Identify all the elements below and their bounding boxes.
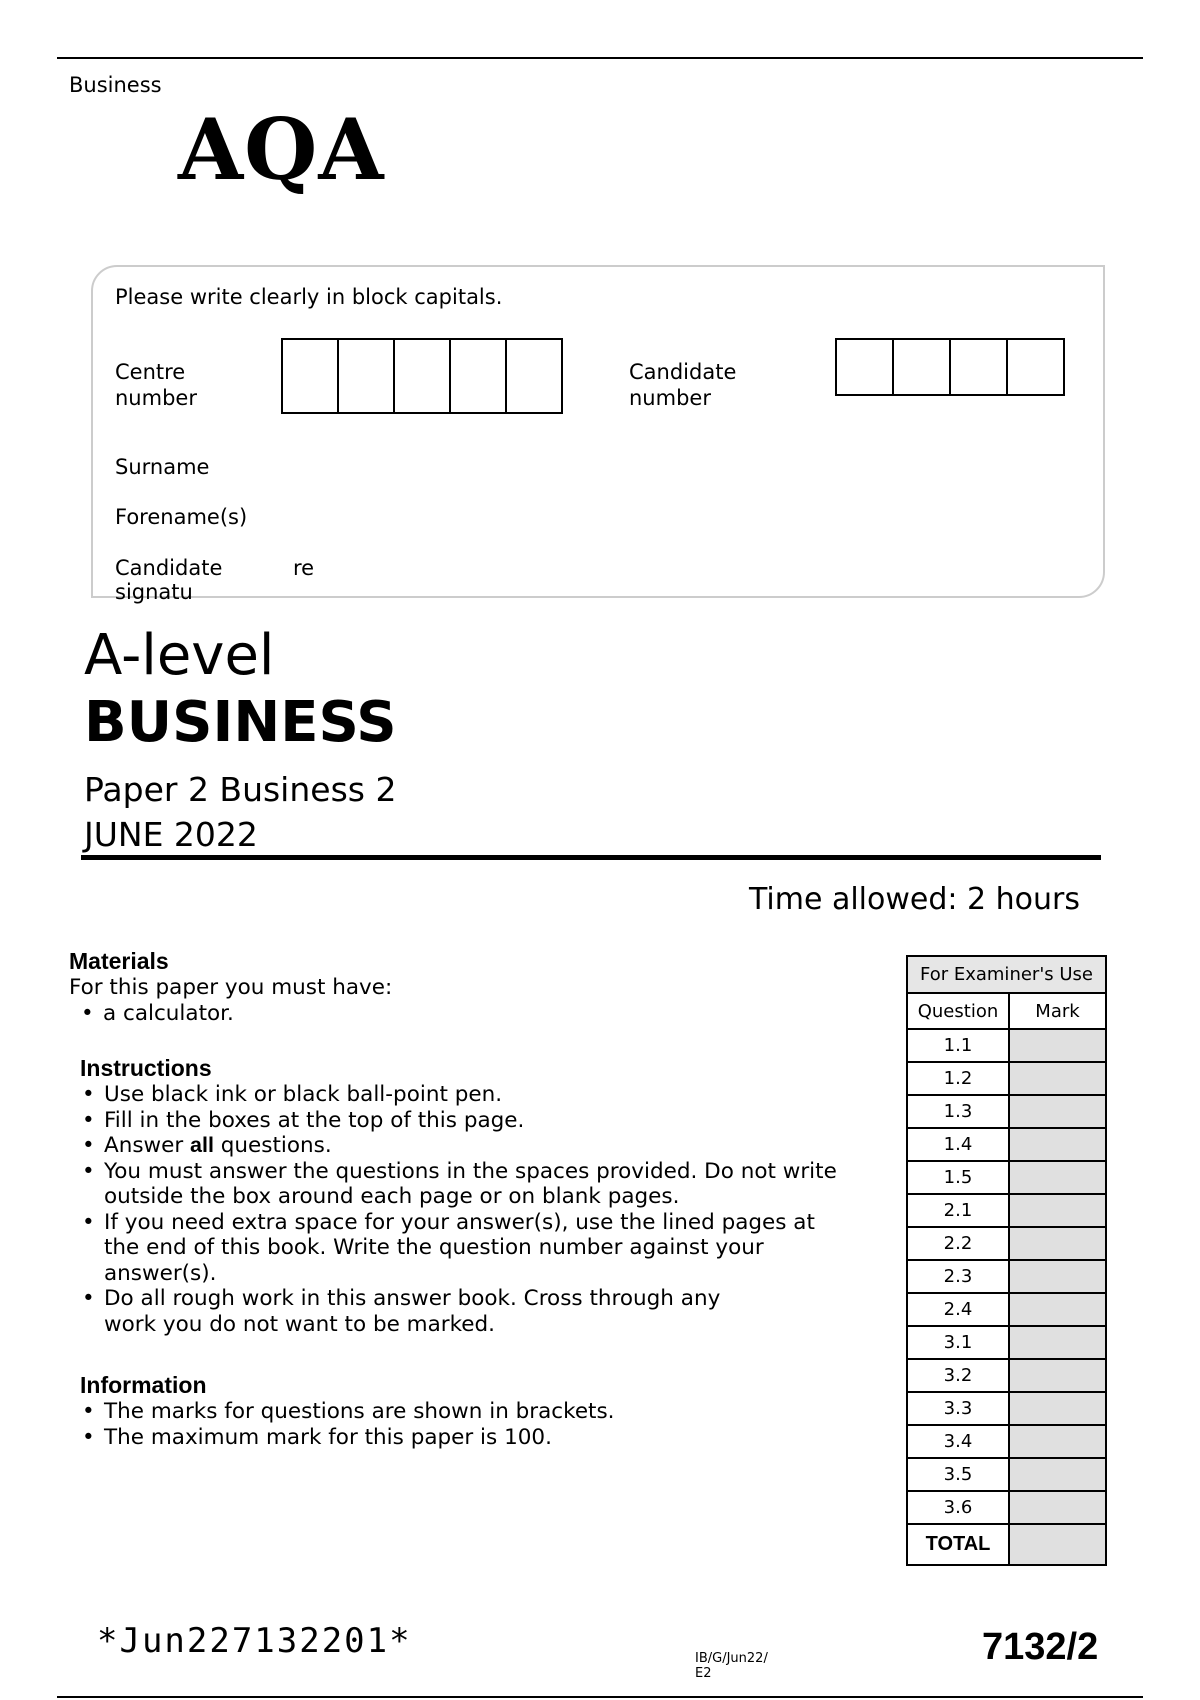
candidate-number-label: Candidate number <box>629 360 737 410</box>
mark-cell[interactable] <box>1009 1161 1106 1194</box>
mark-cell[interactable] <box>1009 1029 1106 1062</box>
total-label: TOTAL <box>907 1524 1009 1565</box>
examiner-use-table <box>906 955 1107 1566</box>
forenames-field[interactable] <box>300 497 1080 531</box>
signature-label-line2: signatu <box>115 580 193 604</box>
subject-title: BUSINESS <box>84 690 397 755</box>
question-number-cell: 3.6 <box>907 1491 1009 1524</box>
qualification-level: A-level <box>84 623 275 688</box>
instruction-item: • Answer all questions. <box>80 1133 900 1159</box>
mark-cell[interactable] <box>1009 1062 1106 1095</box>
forenames-label: Forename(s) <box>115 505 248 529</box>
instruction-item: • Use black ink or black ball-point pen. <box>80 1082 900 1108</box>
information-item: • The maximum mark for this paper is 100. <box>80 1425 900 1451</box>
question-number-cell: 2.4 <box>907 1293 1009 1326</box>
signature-label-fragment: re <box>293 556 315 580</box>
examiner-table-row <box>907 1359 1106 1392</box>
surname-field[interactable] <box>300 447 1080 481</box>
examiner-table-row <box>907 1095 1106 1128</box>
candidate-digit-box[interactable] <box>892 338 951 396</box>
centre-digit-box[interactable] <box>393 338 451 414</box>
question-number-cell: 3.3 <box>907 1392 1009 1425</box>
question-number-cell: 3.1 <box>907 1326 1009 1359</box>
paper-reference: IB/G/Jun22/ E2 <box>695 1651 768 1681</box>
question-number-cell: 1.5 <box>907 1161 1009 1194</box>
candidate-digit-box[interactable] <box>1006 338 1065 396</box>
mark-cell[interactable] <box>1009 1425 1106 1458</box>
candidate-digit-box[interactable] <box>949 338 1008 396</box>
time-allowed: Time allowed: 2 hours <box>748 882 1080 917</box>
exam-date: JUNE 2022 <box>84 815 258 854</box>
title-divider <box>81 855 1101 860</box>
mark-cell[interactable] <box>1009 1326 1106 1359</box>
centre-digit-box[interactable] <box>337 338 395 414</box>
information-heading: Information <box>80 1372 207 1398</box>
question-number-cell: 2.3 <box>907 1260 1009 1293</box>
centre-digit-box[interactable] <box>505 338 563 414</box>
mark-cell[interactable] <box>1009 1194 1106 1227</box>
mark-cell[interactable] <box>1009 1260 1106 1293</box>
examiner-table-row <box>907 1458 1106 1491</box>
information-section <box>80 1372 900 1450</box>
examiner-table-title: For Examiner's Use <box>907 956 1106 993</box>
mark-cell[interactable] <box>1009 1095 1106 1128</box>
centre-digit-box[interactable] <box>449 338 507 414</box>
examiner-table-row <box>907 1260 1106 1293</box>
question-number-cell: 2.1 <box>907 1194 1009 1227</box>
question-number-cell: 2.2 <box>907 1227 1009 1260</box>
mark-cell[interactable] <box>1009 1359 1106 1392</box>
question-number-cell: 3.2 <box>907 1359 1009 1392</box>
paper-title: Paper 2 Business 2 <box>84 770 397 809</box>
surname-label: Surname <box>115 455 210 479</box>
total-mark-cell[interactable] <box>1009 1524 1106 1565</box>
information-item: • The marks for questions are shown in brackets. <box>80 1399 900 1425</box>
materials-item: • a calculator. <box>79 1001 889 1027</box>
question-number-cell: 3.4 <box>907 1425 1009 1458</box>
examiner-table-row <box>907 1128 1106 1161</box>
examiner-table-row <box>907 1161 1106 1194</box>
mark-column-header: Mark <box>1009 993 1106 1029</box>
mark-cell[interactable] <box>1009 1128 1106 1161</box>
subject-header: Business <box>69 73 162 97</box>
instruction-item: • You must answer the questions in the spaces provided. Do not write outside the box around each page or on blank pages. <box>80 1159 900 1210</box>
mark-cell[interactable] <box>1009 1491 1106 1524</box>
mark-cell[interactable] <box>1009 1458 1106 1491</box>
barcode-text: *Jun227132201* <box>97 1621 412 1661</box>
question-number-cell: 3.5 <box>907 1458 1009 1491</box>
examiner-table-row <box>907 1392 1106 1425</box>
examiner-table-row <box>907 1227 1106 1260</box>
mark-cell[interactable] <box>1009 1227 1106 1260</box>
question-number-cell: 1.2 <box>907 1062 1009 1095</box>
instructions-section <box>80 1055 900 1337</box>
question-number-cell: 1.1 <box>907 1029 1009 1062</box>
signature-label-line1: Candidate <box>115 556 223 580</box>
materials-heading: Materials <box>69 948 169 974</box>
instruction-item: • Do all rough work in this answer book. Cross through any work you do not want to be marked. <box>80 1286 900 1337</box>
question-column-header: Question <box>907 993 1009 1029</box>
centre-number-label: Centre number <box>115 360 197 410</box>
aqa-logo: AQA <box>178 100 385 199</box>
top-rule <box>57 57 1143 59</box>
block-capitals-instruction: Please write clearly in block capitals. <box>115 285 503 309</box>
bottom-rule <box>57 1696 1143 1698</box>
examiner-table-row <box>907 1491 1106 1524</box>
question-number-cell: 1.3 <box>907 1095 1009 1128</box>
centre-number-input[interactable] <box>281 338 563 414</box>
emphasis-all: all <box>190 1133 214 1157</box>
paper-code: 7132/2 <box>982 1626 1099 1668</box>
candidate-digit-box[interactable] <box>835 338 894 396</box>
examiner-table-row <box>907 1029 1106 1062</box>
instruction-item: • If you need extra space for your answer(s), use the lined pages at the end of this book. Write the question number against your answer(s). <box>80 1210 900 1287</box>
instruction-item: • Fill in the boxes at the top of this page. <box>80 1108 900 1134</box>
mark-cell[interactable] <box>1009 1392 1106 1425</box>
examiner-table-row <box>907 1425 1106 1458</box>
mark-cell[interactable] <box>1009 1293 1106 1326</box>
candidate-number-input[interactable] <box>835 338 1065 396</box>
examiner-table-row <box>907 1194 1106 1227</box>
centre-digit-box[interactable] <box>281 338 339 414</box>
question-number-cell: 1.4 <box>907 1128 1009 1161</box>
instructions-heading: Instructions <box>80 1055 212 1081</box>
examiner-table-row <box>907 1293 1106 1326</box>
materials-section <box>69 948 889 1027</box>
materials-intro: For this paper you must have: <box>69 975 393 1000</box>
examiner-table-row <box>907 1326 1106 1359</box>
examiner-table-row <box>907 1062 1106 1095</box>
signature-field[interactable] <box>330 548 1080 588</box>
